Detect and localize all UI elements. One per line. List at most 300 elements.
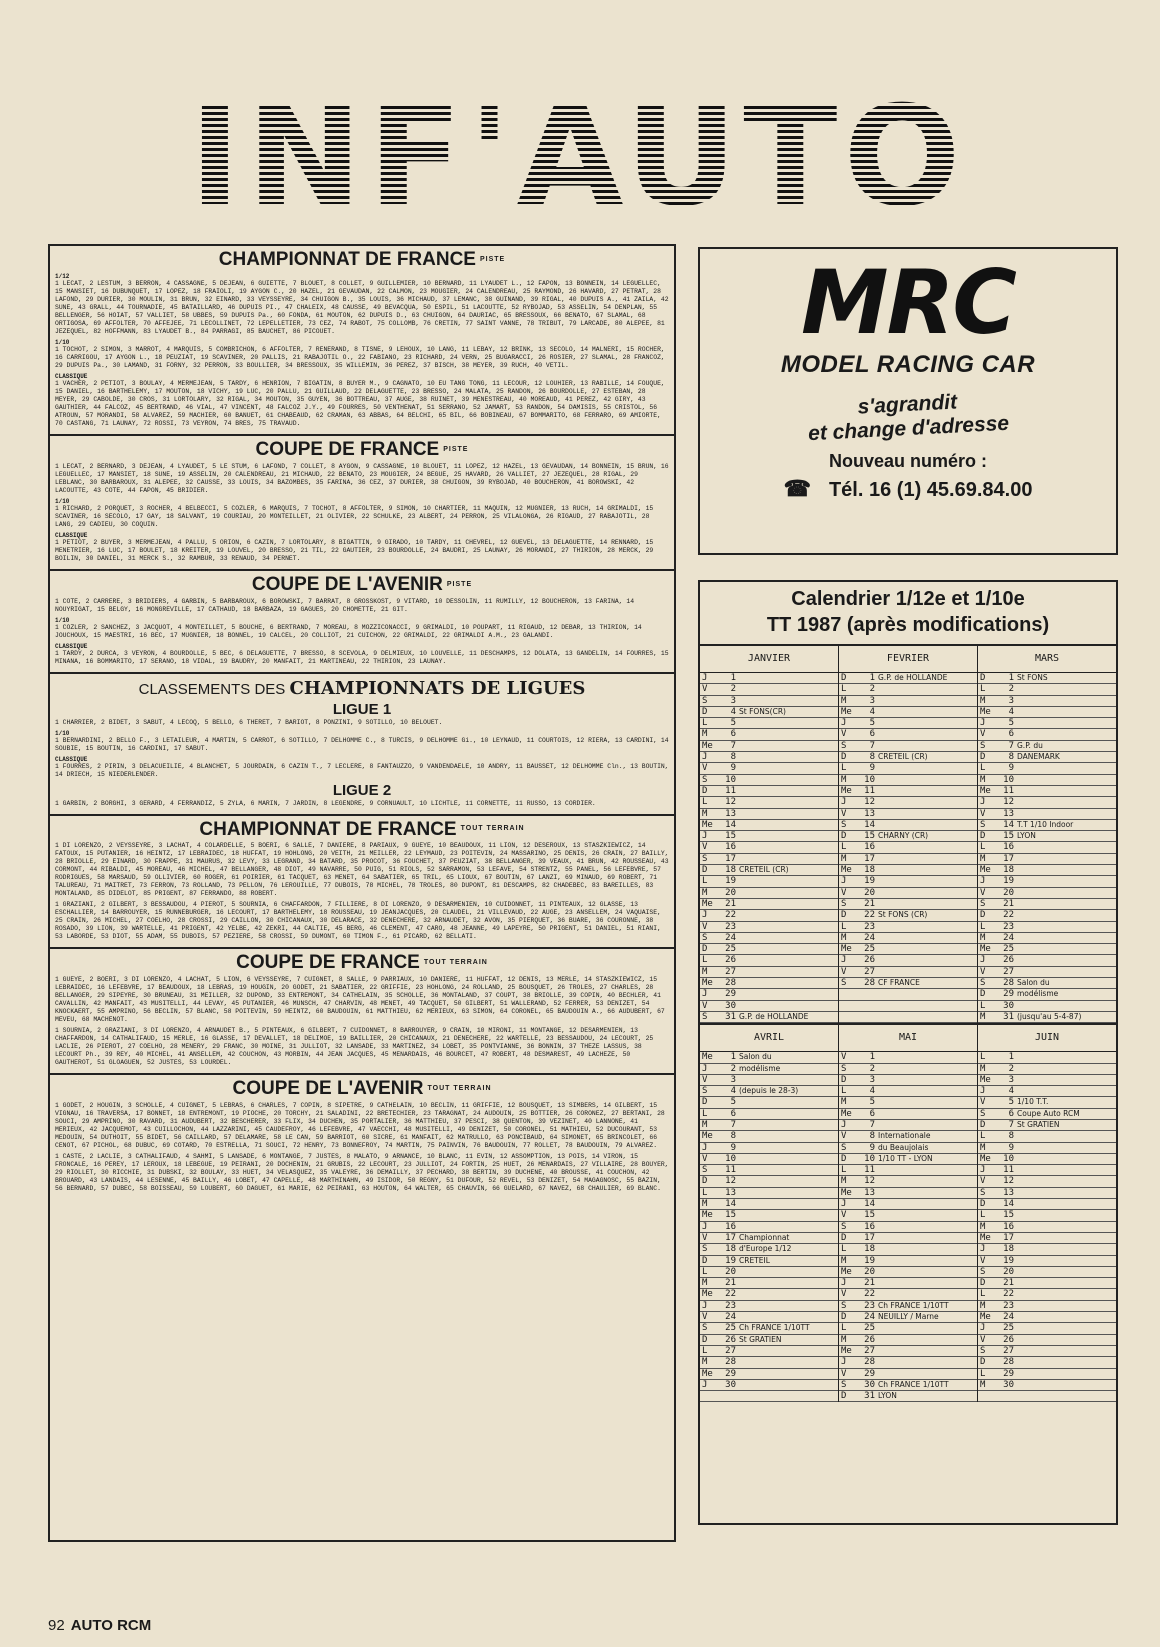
- weekday-label: D: [980, 1357, 986, 1368]
- event-text: [1017, 1256, 1116, 1266]
- event-text: [1017, 933, 1116, 943]
- calendar-day-row: [839, 1188, 977, 1199]
- weekday-label: Me: [702, 1289, 713, 1300]
- weekday-label: Me: [980, 944, 991, 955]
- weekday-label: J: [702, 1063, 708, 1074]
- weekday-label: M: [980, 1011, 986, 1022]
- day-number: 10: [1003, 1153, 1014, 1164]
- number-label: Nouveau numéro :: [828, 451, 988, 472]
- calendar-day-row: [700, 1357, 838, 1368]
- calendar-day-row: [978, 752, 1116, 763]
- day-number: 17: [725, 1232, 736, 1243]
- calendar-day-row: [839, 1001, 977, 1012]
- event-text: [1017, 865, 1116, 875]
- telephone-icon: ☎: [783, 476, 811, 502]
- day-number: 19: [725, 1255, 736, 1266]
- section-title: COUPE DE FRANCE: [236, 952, 420, 974]
- day-number: 28: [1003, 1357, 1014, 1368]
- page-footer: [48, 1617, 157, 1634]
- weekday-label: M: [841, 853, 847, 864]
- weekday-label: D: [841, 1312, 847, 1323]
- day-number: 19: [864, 1255, 875, 1266]
- weekday-label: S: [841, 1221, 847, 1232]
- calendar-day-row: [978, 1188, 1116, 1199]
- weekday-label: J: [702, 831, 708, 842]
- day-number: 22: [1003, 910, 1014, 921]
- day-number: 13: [864, 1187, 875, 1198]
- day-number: 18: [864, 1244, 875, 1255]
- results-text: 1 CHARRIER, 2 BIDET, 3 SABUT, 4 LECOQ, 5 BELLO, 6 THERET, 7 BARIOT, 8 PONZINI, 9 SOTILLO, 10 BELOUET.: [55, 718, 443, 726]
- weekday-label: V: [702, 1074, 708, 1085]
- weekday-label: D: [980, 831, 986, 842]
- results-text: 1 FOURRES, 2 PIRIN, 3 DELACUEILIE, 4 BLANCHET, 5 JOURDAIN, 6 CAZIN T., 7 LECLERE, 8 FANTAUZZO, 9 VANDENDAELE, 10 ANDRY, 11 BAUSSET, 12 DELHOMME Cln., 13 BOUTIN, 14 DRIECH, 15 NIEDERLENDER.: [55, 762, 669, 778]
- day-number: 5: [869, 1097, 875, 1108]
- weekday-label: D: [702, 1176, 708, 1187]
- weekday-label: J: [980, 1165, 986, 1176]
- month-juin: [978, 1025, 1116, 1402]
- event-text: [1017, 684, 1116, 694]
- day-number: 13: [864, 808, 875, 819]
- day-number: 5: [730, 1097, 736, 1108]
- event-text: [878, 809, 977, 819]
- weekday-label: J: [702, 1379, 708, 1390]
- calendar-day-row: [839, 1222, 977, 1233]
- event-text: [1017, 1176, 1116, 1186]
- calendar-day-row: [978, 718, 1116, 729]
- calendar-day-row: [978, 741, 1116, 752]
- weekday-label: D: [702, 865, 708, 876]
- results-text: 1 DI LORENZO, 2 VEYSSEYRE, 3 LACHAT, 4 COLARDELLE, 5 BOERI, 6 SALLE, 7 DANIERE, 8 PARIAUX, 9 GUEYE, 10 BEAUDOUX, 11 LION, 12 DESEROUX, 13 STASZKIEWICZ, 14 FATOUX, 15 PUTANIER, 16 HEINTZ, 17 LEBRAIDEC, 18 HUFFAT, 19 HOHLONG, 20 VEITH, 21 MEILLER, 22 LEYMAUD, 23 POITEVIN, 24 MASSARINO, 25 DENIS, 26 CRAIN, 27 BAILLY, 28 BRIOLLE, 29 EINARD, 30 FRAPPE, 31 MAURUS, 32 LEVY, 33 LEGRAND, 34 BATARD, 35 PROCOT, 36 FOUCHET, 37 PEUZIAT, 38 BELLANGER, 39 VEAUX, 41 BRUN, 42 ROUSSEAU, 43 CORMONT, 44 RIBALDI, 45 MOREAU, 46 MICHEL, 47 BELLANGER, 48 DIOT, 49 NAVARRE, 50 PUIG, 51 RIOLS, 52 SARRAMON, 53 LEFAVE, 54 STRENTZ, 55 PANEL, 56 LEFEBVRE, 57 RODRIGUES, 58 MARSAUD, 59 OLLIVIER, 60 ROGER, 61 POIRIER, 61 TACQUET, 63 MENET, 64 SABATIER, 65 TRIL, 65 LIOUX, 67 BOUTIN, 67 LANZI, 69 MINAUD, 69 ROBERT, 71 TALUREAU, 71 MAITRET, 73 FERRON, 73 ROLLAND, 73 PELLON, 76 LEROUILLE, 77 DUBOIS, 78 MICHEL, 78 TROLES, 80 DUPONT, 81 DESCAMPS, 82 CHADEBEC, 83 BAREILLES, 83 MONTALAND, 85 DIDELOT, 85 PRIGENT, 87 FERRANDO, 88 ROBERT.: [55, 842, 669, 898]
- calendar-day-row: [700, 1052, 838, 1063]
- day-number: 21: [864, 1278, 875, 1289]
- calendar-day-row: [978, 1097, 1116, 1108]
- day-number: 12: [1003, 1176, 1014, 1187]
- day-number: 28: [1003, 978, 1014, 989]
- calendar-day-row: [700, 1188, 838, 1199]
- weekday-label: V: [702, 1153, 708, 1164]
- calendar-day-row: [700, 1323, 838, 1334]
- day-number: 13: [1003, 1187, 1014, 1198]
- calendar-day-row: [978, 955, 1116, 966]
- event-text: 1/10 T.T.: [1017, 1097, 1049, 1107]
- day-number: 6: [1008, 1108, 1014, 1119]
- weekday-label: D: [841, 752, 847, 763]
- day-number: 3: [730, 695, 736, 706]
- event-text: Ch FRANCE 1/10TT: [878, 1300, 949, 1310]
- event-text: [878, 1199, 977, 1209]
- event-text: [1017, 1369, 1116, 1379]
- event-text: [878, 1109, 977, 1119]
- day-number: 12: [725, 1176, 736, 1187]
- weekday-label: D: [841, 910, 847, 921]
- calendar-day-row: [700, 1199, 838, 1210]
- weekday-label: M: [702, 1357, 708, 1368]
- event-text: [1017, 1357, 1116, 1367]
- weekday-label: S: [702, 1086, 708, 1097]
- day-number: 28: [725, 978, 736, 989]
- weekday-label: Me: [702, 898, 713, 909]
- weekday-label: S: [702, 932, 708, 943]
- day-number: 27: [725, 966, 736, 977]
- day-number: 26: [1003, 1334, 1014, 1345]
- day-number: 4: [1008, 1086, 1014, 1097]
- day-number: 10: [725, 1153, 736, 1164]
- calendar-day-row: [978, 1176, 1116, 1187]
- day-number: 1: [730, 673, 736, 683]
- weekday-label: J: [841, 1199, 847, 1210]
- weekday-label: L: [702, 876, 708, 887]
- day-number: 22: [864, 910, 875, 921]
- weekday-label: V: [702, 763, 708, 774]
- calendar-day-row: [700, 1131, 838, 1142]
- calendar-day-row: [978, 1244, 1116, 1255]
- event-text: G.P. du: [1017, 740, 1043, 750]
- calendar-day-row: [700, 786, 838, 797]
- event-text: [739, 1222, 838, 1232]
- calendar-quarter-1: [700, 646, 1116, 1025]
- calendar-day-row: [839, 820, 977, 831]
- calendar-day-row: [700, 989, 838, 1000]
- event-text: [1017, 1001, 1116, 1011]
- event-text: [1017, 696, 1116, 706]
- event-text: [1017, 1335, 1116, 1345]
- event-text: [878, 842, 977, 852]
- calendar-day-row: [978, 922, 1116, 933]
- calendar-day-row: [700, 1086, 838, 1097]
- calendar-day-row: [700, 1380, 838, 1391]
- weekday-label: S: [980, 1187, 986, 1198]
- weekday-label: J: [841, 718, 847, 729]
- event-text: [739, 1120, 838, 1130]
- day-number: 23: [725, 1300, 736, 1311]
- day-number: 24: [725, 1312, 736, 1323]
- day-number: 11: [725, 785, 736, 796]
- calendar-day-row: [700, 955, 838, 966]
- event-text: [1017, 809, 1116, 819]
- day-number: 25: [864, 944, 875, 955]
- calendar-day-row: [839, 741, 977, 752]
- event-text: [739, 1176, 838, 1186]
- calendar-day-row: [839, 775, 977, 786]
- event-text: [1017, 1244, 1116, 1254]
- day-number: 11: [1003, 1165, 1014, 1176]
- event-text: [878, 944, 977, 954]
- day-number: 15: [725, 1210, 736, 1221]
- calendar-day-row: [839, 955, 977, 966]
- day-number: 7: [869, 740, 875, 751]
- event-text: [739, 1143, 838, 1153]
- weekday-label: M: [980, 1142, 986, 1153]
- section-title: COUPE DE FRANCE: [255, 438, 440, 460]
- day-number: 16: [864, 842, 875, 853]
- calendar-day-row: [700, 1256, 838, 1267]
- event-text: G.P. de HOLLANDE: [739, 1011, 809, 1021]
- event-text: DANEMARK: [1017, 752, 1060, 762]
- event-text: [739, 820, 838, 830]
- weekday-label: V: [702, 1000, 708, 1011]
- day-number: 2: [869, 684, 875, 695]
- event-text: NEUILLY / Marne: [878, 1312, 939, 1322]
- calendar-day-row: [839, 1278, 977, 1289]
- weekday-label: D: [841, 1391, 847, 1402]
- weekday-label: M: [841, 1176, 847, 1187]
- calendar-day-row: [978, 820, 1116, 831]
- day-number: 13: [1003, 808, 1014, 819]
- event-text: [878, 775, 977, 785]
- month-name: JUIN: [978, 1025, 1116, 1052]
- day-number: 10: [864, 774, 875, 785]
- event-text: [1017, 1086, 1116, 1096]
- calendar-day-row: [700, 865, 838, 876]
- event-text: St FONS(CR): [739, 706, 786, 716]
- event-text: [1017, 955, 1116, 965]
- weekday-label: L: [841, 842, 847, 853]
- calendar-day-row: [700, 888, 838, 899]
- weekday-label: S: [980, 819, 986, 830]
- results-text: 1 TOCHOT, 2 SIMON, 3 MARROT, 4 MARQUIS, 5 COMBRICHON, 6 AFFOLTER, 7 RENERAND, 8 TISNE, 9 LEHOUX, 10 LANG, 11 LEBAY, 12 BRINK, 13 SECOLO, 14 MALNERI, 15 ROCHER, 16 CARRIGOU, 17 AYGON L., 18 PEUZIAT, 19 SCAVINER, 20 PALLIS, 21 RABAJOTIL O., 22 FABIANO, 23 RICHARD, 24 VERN, 25 BUGARACCI, 26 ROSIER, 27 SLAMAL, 28 FRANCOZ, 29 DUPUIS Pa., 30 LAMAND, 31 FORNY, 32 PERRON, 33 BOULLIER, 34 BRESSOUX, 35 WILLEMIN, 36 PEREZ, 37 BISCH, 38 MEYER, 39 RUCH, 40 VETIL.: [55, 345, 665, 369]
- calendar-day-row: [839, 1109, 977, 1120]
- event-text: CRETEIL: [739, 1255, 770, 1265]
- day-number: 1: [869, 1052, 875, 1063]
- results-text: 1 GRAZIANI, 2 GILBERT, 3 BESSAUDOU, 4 PIEROT, 5 SOURNIA, 6 CHAFFARDON, 7 FILLIERE, 8 DI LORENZO, 9 DESARMENIEN, 10 CUIDONNET, 11 PINTEAUX, 12 GLASSE, 13 ESCHALLIER, 14 BARROUYER, 15 RUNNEBURGER, 16 LECOURT, 17 BARTHELEMY, 18 ROUSSEAU, 19 JEANJACQUES, 20 CLAUDEL, 21 VILLEVAUD, 22 AUGE, 23 ANSELLEM, 24 VAQUAISE, 25 CRAIN, 26 MICHEL, 27 COELHO, 28 CROSSI, 29 CAILLON, 30 CHICANAUX, 30 DELARACE, 32 DENECHERE, 32 ARNAUDET, 32 AVON, 35 PIERQUET, 36 BUARE, 36 COURONNE, 38 ROSADO, 39 LION, 39 WARTELLE, 41 PRIGENT, 42 YELBE, 42 ZEKRI, 44 CALTIE, 45 BERG, 46 CLEMENT, 47 CARO, 48 JEANNE, 49 LAPEYRE, 50 PRIGENT, 51 DANIEL, 51 RIANI, 53 LABORDE, 53 DIOT, 55 ADAM, 55 DUBOIS, 57 PEZIERE, 58 CROSSI, 59 DUMONT, 60 TIMON F., 61 PICARD, 62 BELLATI.: [55, 901, 661, 941]
- calendar-day-row: [839, 865, 977, 876]
- event-text: [878, 797, 977, 807]
- event-text: [739, 1278, 838, 1288]
- calendar-day-row: [839, 1357, 977, 1368]
- weekday-label: J: [841, 1357, 847, 1368]
- day-number: 14: [725, 1199, 736, 1210]
- weekday-label: M: [702, 966, 708, 977]
- calendar-day-row: [978, 876, 1116, 887]
- day-number: 28: [725, 1357, 736, 1368]
- weekday-label: S: [980, 898, 986, 909]
- results-text: 1 VACHER, 2 PETIOT, 3 BOULAY, 4 MERMEJEAN, 5 TARDY, 6 HENRION, 7 BIGATIN, 8 BUYER M., 9 CAGNATO, 10 EU TANG TONG, 11 LECOUR, 12 LOUHIER, 13 RABILLE, 14 FOUQUE, 15 DANIEL, 16 BARTHELEMY, 17 MOUTON, 18 VICHY, 19 LUC, 20 PALLU, 21 GUILLAUD, 22 DELAGUETTE, 23 BRESSO, 24 MALATA, 25 RANDON, 26 BOURDOLLE, 27 ESTEBAN, 28 MEYER, 29 CABOLDE, 30 CROS, 31 LORTOLARY, 32 RIGAL, 34 MOUTON, 35 GUYEN, 36 BOTTREAU, 37 AUGE, 38 RUINET, 39 MENESTREAU, 40 MOREAUD, 41 PEREZ, 42 GIRY, 43 GAUTHIER, 44 FALCOZ, 45 BERTRAND, 46 VIAL, 47 VINCENT, 48 FALCOZ J.Y., 49 FOURRES, 50 VENTHENAT, 51 SERRANO, 52 JAMART, 53 RANDON, 54 DAMISIS, 55 CRISTOL, 56 ATROUN, 57 MORANDI, 58 ALVAREZ, 59 MACHIER, 60 BANUET, 61 CHABEAUD, 62 CRAMAN, 63 ABBAS, 64 BELCHI, 65 BIL, 66 BOBINEAU, 67 BOMMARITO, 68 FERRARO, 69 AMIORTE, 70 CASTANG, 71 LAUNAY, 72 ROSSI, 73 VEYRON, 74 BRES, 75 TRAVAUD.: [55, 379, 665, 427]
- event-text: [739, 955, 838, 965]
- event-text: [878, 718, 977, 728]
- weekday-label: D: [702, 944, 708, 955]
- weekday-label: S: [702, 695, 708, 706]
- weekday-label: V: [980, 729, 986, 740]
- event-text: [1017, 888, 1116, 898]
- day-number: 8: [1008, 1131, 1014, 1142]
- event-text: Championnat: [739, 1232, 790, 1242]
- weekday-label: L: [980, 763, 986, 774]
- category-label: 1/10: [55, 729, 70, 737]
- event-text: [1017, 876, 1116, 886]
- weekday-label: J: [980, 955, 986, 966]
- calendar-day-row: [839, 944, 977, 955]
- day-number: 3: [1008, 695, 1014, 706]
- calendar-day-row: [978, 1380, 1116, 1391]
- category-label: CLASSIQUE: [55, 531, 88, 539]
- calendar-day-row: [700, 1233, 838, 1244]
- results-text: 1 PETIOT, 2 BUYER, 3 MERMEJEAN, 4 PALLU, 5 ORION, 6 CAZIN, 7 LORTOLARY, 8 BIGATTIN, 9 GIRADO, 10 TARDY, 11 CHEVREL, 12 GUEVEL, 13 DELAGUETTE, 14 RENNARD, 15 MENETRIER, 16 LUC, 17 BOULET, 18 KREITER, 19 LOUVEL, 20 BRESSO, 21 TIL, 22 GAUTIER, 23 BOURDOLLE, 24 BAUDRI, 25 LAUNAY, 26 MORANDI, 27 THIRION, 28 MERCK, 29 BOILIN, 30 DANIEL, 31 MERCK S., 32 RAMBUR, 33 RENAUD, 34 PERNET.: [55, 538, 654, 562]
- event-text: [878, 1278, 977, 1288]
- ligue-2-title: LIGUE 2: [332, 781, 392, 799]
- weekday-label: L: [702, 1187, 708, 1198]
- weekday-label: S: [841, 740, 847, 751]
- day-number: 17: [864, 1232, 875, 1243]
- calendar-box: [698, 580, 1118, 1525]
- event-text: [878, 1289, 977, 1299]
- event-text: [878, 922, 977, 932]
- event-text: [878, 899, 977, 909]
- weekday-label: L: [980, 921, 986, 932]
- day-number: 16: [864, 1221, 875, 1232]
- day-number: 18: [1003, 1244, 1014, 1255]
- calendar-day-row: [700, 978, 838, 989]
- event-text: [739, 1165, 838, 1175]
- calendar-day-row: [700, 1109, 838, 1120]
- calendar-day-row: [839, 831, 977, 842]
- day-number: 9: [730, 1142, 736, 1153]
- section-title: COUPE DE L'AVENIR: [232, 1078, 424, 1100]
- event-text: (depuis le 28-3): [739, 1086, 799, 1096]
- day-number: 6: [1008, 729, 1014, 740]
- calendar-day-row: [839, 673, 977, 684]
- calendar-quarter-2: [700, 1025, 1116, 1402]
- calendar-day-row: [839, 1199, 977, 1210]
- day-number: 9: [869, 763, 875, 774]
- calendar-day-row: [978, 1143, 1116, 1154]
- weekday-label: D: [980, 1119, 986, 1130]
- day-number: 5: [730, 718, 736, 729]
- event-text: [1017, 775, 1116, 785]
- event-text: St FONS (CR): [878, 910, 928, 920]
- event-text: [878, 1210, 977, 1220]
- category-label: CLASSIQUE: [55, 642, 88, 650]
- day-number: 16: [725, 842, 736, 853]
- day-number: 23: [725, 921, 736, 932]
- weekday-label: V: [980, 1097, 986, 1108]
- day-number: 8: [869, 1131, 875, 1142]
- day-number: 29: [1003, 989, 1014, 1000]
- weekday-label: S: [702, 1323, 708, 1334]
- event-text: [739, 1109, 838, 1119]
- weekday-label: V: [841, 1052, 847, 1063]
- ligues-title-a: CLASSEMENTS DES: [138, 680, 286, 698]
- day-number: 8: [869, 752, 875, 763]
- day-number: 5: [1008, 1097, 1014, 1108]
- event-text: [739, 718, 838, 728]
- weekday-label: J: [980, 718, 986, 729]
- event-text: [878, 1335, 977, 1345]
- weekday-label: L: [841, 1086, 847, 1097]
- month-fevrier: [839, 646, 978, 1023]
- category-label: 1/12: [55, 272, 70, 280]
- calendar-day-row: [978, 944, 1116, 955]
- event-text: 1/10 TT - LYON: [878, 1153, 933, 1163]
- weekday-label: S: [841, 1142, 847, 1153]
- event-text: [878, 1052, 977, 1062]
- event-text: [878, 888, 977, 898]
- day-number: 27: [1003, 1345, 1014, 1356]
- calendar-day-row: [839, 729, 977, 740]
- event-text: [739, 1357, 838, 1367]
- calendar-day-row: [700, 684, 838, 695]
- day-number: 15: [864, 831, 875, 842]
- event-text: [1017, 1165, 1116, 1175]
- weekday-label: D: [702, 706, 708, 717]
- calendar-day-row: [978, 729, 1116, 740]
- weekday-label: Me: [980, 1074, 991, 1085]
- day-number: 24: [864, 932, 875, 943]
- event-text: [739, 831, 838, 841]
- day-number: 7: [1008, 740, 1014, 751]
- calendar-day-row: [839, 1165, 977, 1176]
- weekday-label: M: [980, 1221, 986, 1232]
- event-text: [878, 1323, 977, 1333]
- event-text: [1017, 1267, 1116, 1277]
- weekday-label: L: [841, 1323, 847, 1334]
- calendar-day-row: [839, 1210, 977, 1221]
- event-text: [1017, 1199, 1116, 1209]
- calendar-day-row: [978, 1012, 1116, 1023]
- results-text: 1 GUEYE, 2 BOERI, 3 DI LORENZO, 4 LACHAT, 5 LION, 6 VEYSSEYRE, 7 CUIGNET, 8 SALLE, 9 PARRIAUX, 10 DANIERE, 11 HUFFAT, 12 DENIS, 13 MERLE, 14 STASZKIEWICZ, 15 LEBRAIDEC, 16 LEFEBVRE, 17 BEAUDOUX, 18 LEBRAS, 19 HOUGIN, 20 GODET, 21 SABATIER, 22 GRIFFIE, 23 HOHLONG, 24 ROLLAND, 25 BOUSQUET, 26 TROLES, 27 CHARLES, 28 BELLANGER, 29 SIPEYRE, 30 BRUNEAU, 31 MEILLER, 32 DUPOND, 33 ENTREMONT, 34 CATHELAIN, 35 SCHOLLE, 36 MONTALAND, 37 COUPT, 38 BRIOLLE, 39 COPIN, 40 BECHLER, 41 CAVALLIN, 42 MANFAIT, 43 MUSITELLI, 44 LEVAY, 45 PUTANIER, 46 MUNSCH, 47 CHARVIN, 48 MENET, 49 TACQUET, 50 GILBERT, 51 WALLERAND, 52 FERRER, 53 DENIZET, 54 KNOCKAERT, 55 AMPRINO, 56 BECLIN, 57 BLANC, 58 POITEVIN, 59 HEINTZ, 60 BAUDOUIN, 61 MATTHIEU, 62 MERIEUX, 63 SIMON, 64 CORONEL, 65 BAUDOUIN A., 66 AUDUBERT, 67 MEVEU, 68 MACHENOT.: [55, 976, 665, 1024]
- event-text: LYON: [878, 1391, 897, 1401]
- weekday-label: Me: [702, 740, 713, 751]
- weekday-label: V: [702, 842, 708, 853]
- weekday-label: L: [702, 955, 708, 966]
- calendar-day-row: [839, 1289, 977, 1300]
- calendar-day-row: [978, 1391, 1116, 1402]
- day-number: 17: [864, 853, 875, 864]
- weekday-label: S: [702, 1244, 708, 1255]
- event-text: [739, 1097, 838, 1107]
- day-number: 24: [864, 1312, 875, 1323]
- day-number: 3: [869, 695, 875, 706]
- event-text: [739, 978, 838, 988]
- calendar-day-row: [700, 1301, 838, 1312]
- calendar-day-row: [700, 1244, 838, 1255]
- calendar-day-row: [978, 775, 1116, 786]
- event-text: [739, 899, 838, 909]
- calendar-day-row: [839, 1154, 977, 1165]
- day-number: 6: [730, 1108, 736, 1119]
- calendar-day-row: [839, 684, 977, 695]
- event-text: [878, 933, 977, 943]
- day-number: 8: [1008, 752, 1014, 763]
- weekday-label: V: [980, 1176, 986, 1187]
- event-text: [739, 933, 838, 943]
- day-number: 1: [1008, 1052, 1014, 1063]
- event-text: [739, 1267, 838, 1277]
- event-text: [739, 673, 838, 683]
- weekday-label: M: [702, 887, 708, 898]
- calendar-day-row: [839, 797, 977, 808]
- day-number: 11: [864, 1165, 875, 1176]
- event-text: [878, 1267, 977, 1277]
- event-text: [1017, 910, 1116, 920]
- weekday-label: D: [980, 1278, 986, 1289]
- weekday-label: L: [841, 1165, 847, 1176]
- day-number: 20: [725, 887, 736, 898]
- calendar-day-row: [700, 1097, 838, 1108]
- day-number: 19: [725, 876, 736, 887]
- calendar-day-row: [700, 763, 838, 774]
- calendar-day-row: [839, 786, 977, 797]
- calendar-subtitle: TT 1987 (après modifications): [766, 614, 1050, 636]
- event-text: [1017, 842, 1116, 852]
- day-number: 13: [725, 1187, 736, 1198]
- day-number: 11: [725, 1165, 736, 1176]
- calendar-day-row: [839, 1233, 977, 1244]
- event-text: [1017, 729, 1116, 739]
- event-text: [1017, 1380, 1116, 1390]
- calendar-day-row: [700, 1222, 838, 1233]
- calendar-day-row: [978, 707, 1116, 718]
- calendar-day-row: [700, 775, 838, 786]
